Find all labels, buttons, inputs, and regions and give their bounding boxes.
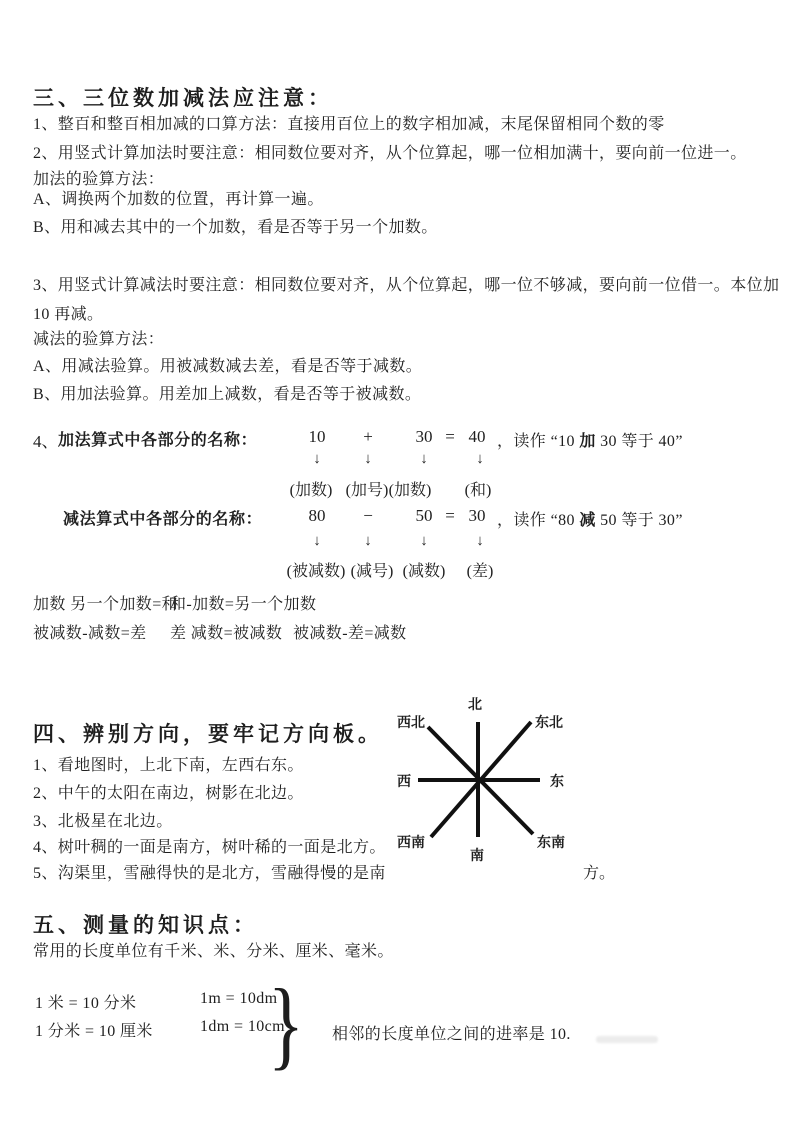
plus-sign: + xyxy=(363,427,373,446)
difference-value: 30 xyxy=(468,506,486,525)
text-line: A、调换两个加数的位置，再计算一遍。 xyxy=(33,191,324,208)
minus-sign-label: (减号) xyxy=(350,563,394,580)
compass-label-south: 南 xyxy=(470,849,484,864)
down-arrow-icon: ↓ xyxy=(364,451,372,467)
conversion-rule-note: 相邻的长度单位之间的进率是 10. xyxy=(332,1026,571,1043)
grouping-brace: } xyxy=(268,968,304,1079)
subtraction-read-aloud xyxy=(497,507,683,530)
text-line: 1、整百和整百相加减的口算方法：直接用百位上的数字相加减，末尾保留相同个数的零 xyxy=(33,116,665,133)
subtrahend-label: (减数) xyxy=(402,563,446,580)
addend-label: (加数) xyxy=(388,482,432,499)
relation-formula: 和-加数=另一个加数 xyxy=(170,596,317,613)
text-line: 5、沟渠里，雪融得快的是北方，雪融得慢的是南 xyxy=(33,865,386,882)
compass-label-northwest: 西北 xyxy=(397,716,425,731)
text-line: 2、用竖式计算加法时要注意：相同数位要对齐，从个位算起，哪一位相加满十，要向前一位进一。 xyxy=(33,145,747,162)
compass-label-southwest: 西南 xyxy=(397,836,425,851)
compass-label-north: 北 xyxy=(468,698,482,713)
text-line: 4、树叶稠的一面是南方，树叶稀的一面是北方。 xyxy=(33,839,386,856)
text-line: B、用和减去其中的一个加数，看是否等于另一个加数。 xyxy=(33,219,438,236)
down-arrow-icon: ↓ xyxy=(476,451,484,467)
compass-label-southeast: 东南 xyxy=(537,836,565,851)
compass-label-west: 西 xyxy=(397,775,411,790)
section4-heading: 四、辨别方向，要牢记方向板。 xyxy=(33,722,383,746)
read-prefix: ，读作 “80 xyxy=(497,512,580,529)
text-line: 10 再减。 xyxy=(33,306,104,323)
difference-label: (差) xyxy=(466,563,494,580)
equals-sign: = xyxy=(445,427,455,446)
addend1-value: 10 xyxy=(308,427,326,446)
sum-value: 40 xyxy=(468,427,486,446)
text-line: 常用的长度单位有千米、米、分米、厘米、毫米。 xyxy=(33,943,394,960)
equals-sign: = xyxy=(445,506,455,525)
subtraction-formula-title: 减法算式中各部分的名称： xyxy=(63,511,263,528)
sum-label: (和) xyxy=(464,482,492,499)
compass-label-east: 东 xyxy=(550,775,564,790)
relation-formula: 差 减数=被减数 xyxy=(170,625,283,642)
relation-formula: 加数 另一个加数=和 xyxy=(33,596,179,613)
plus-sign-label: (加号) xyxy=(345,482,389,499)
down-arrow-icon: ↓ xyxy=(364,533,372,549)
unit-conversion-cn: 1 米 = 10 分米 xyxy=(35,995,137,1012)
subtrahend-value: 50 xyxy=(415,506,433,525)
addition-read-aloud xyxy=(497,428,683,451)
text-line: 3、北极星在北边。 xyxy=(33,813,173,830)
text-line: A、用减法验算。用被减数减去差，看是否等于减数。 xyxy=(33,358,423,375)
text-line: 加法的验算方法： xyxy=(33,171,165,188)
unit-conversion-cn: 1 分米 = 10 厘米 xyxy=(35,1023,153,1040)
down-arrow-icon: ↓ xyxy=(313,533,321,549)
compass-rose-diagram xyxy=(388,690,628,870)
minuend-value: 80 xyxy=(308,506,326,525)
down-arrow-icon: ↓ xyxy=(476,533,484,549)
unit-conversion-en: 1m = 10dm xyxy=(200,990,278,1007)
minuend-label: (被减数) xyxy=(286,563,346,580)
addend-label: (加数) xyxy=(289,482,333,499)
unit-conversion-en: 1dm = 10cm xyxy=(200,1018,286,1035)
text-line: B、用加法验算。用差加上减数，看是否等于被减数。 xyxy=(33,386,422,403)
addend2-value: 30 xyxy=(415,427,433,446)
addition-formula-title: 加法算式中各部分的名称： xyxy=(58,432,258,449)
text-line: 减法的验算方法： xyxy=(33,331,165,348)
text-line: 3、用竖式计算减法时要注意：相同数位要对齐，从个位算起，哪一位不够减，要向前一位借一。本位加 xyxy=(33,277,780,294)
read-suffix: 50 等于 30” xyxy=(595,512,683,529)
down-arrow-icon: ↓ xyxy=(313,451,321,467)
relation-formula: 被减数-差=减数 xyxy=(293,625,407,642)
section5-heading: 五、测量的知识点： xyxy=(33,913,258,937)
read-suffix: 30 等于 40” xyxy=(595,433,683,450)
relation-formula: 被减数-减数=差 xyxy=(33,625,147,642)
minus-sign: − xyxy=(363,506,373,525)
item4-number: 4、 xyxy=(33,432,59,451)
wrapped-line-tail: 方。 xyxy=(583,865,616,882)
section3-heading: 三、三位数加减法应注意： xyxy=(33,86,333,110)
down-arrow-icon: ↓ xyxy=(420,533,428,549)
text-line: 1、看地图时，上北下南，左西右东。 xyxy=(33,757,304,774)
compass-label-northeast: 东北 xyxy=(535,716,563,731)
read-bold-char: 减 xyxy=(579,512,596,529)
read-prefix: ，读作 “10 xyxy=(497,433,580,450)
scan-artifact xyxy=(596,1036,658,1043)
read-bold-char: 加 xyxy=(579,433,596,450)
down-arrow-icon: ↓ xyxy=(420,451,428,467)
text-line: 2、中午的太阳在南边，树影在北边。 xyxy=(33,785,304,802)
